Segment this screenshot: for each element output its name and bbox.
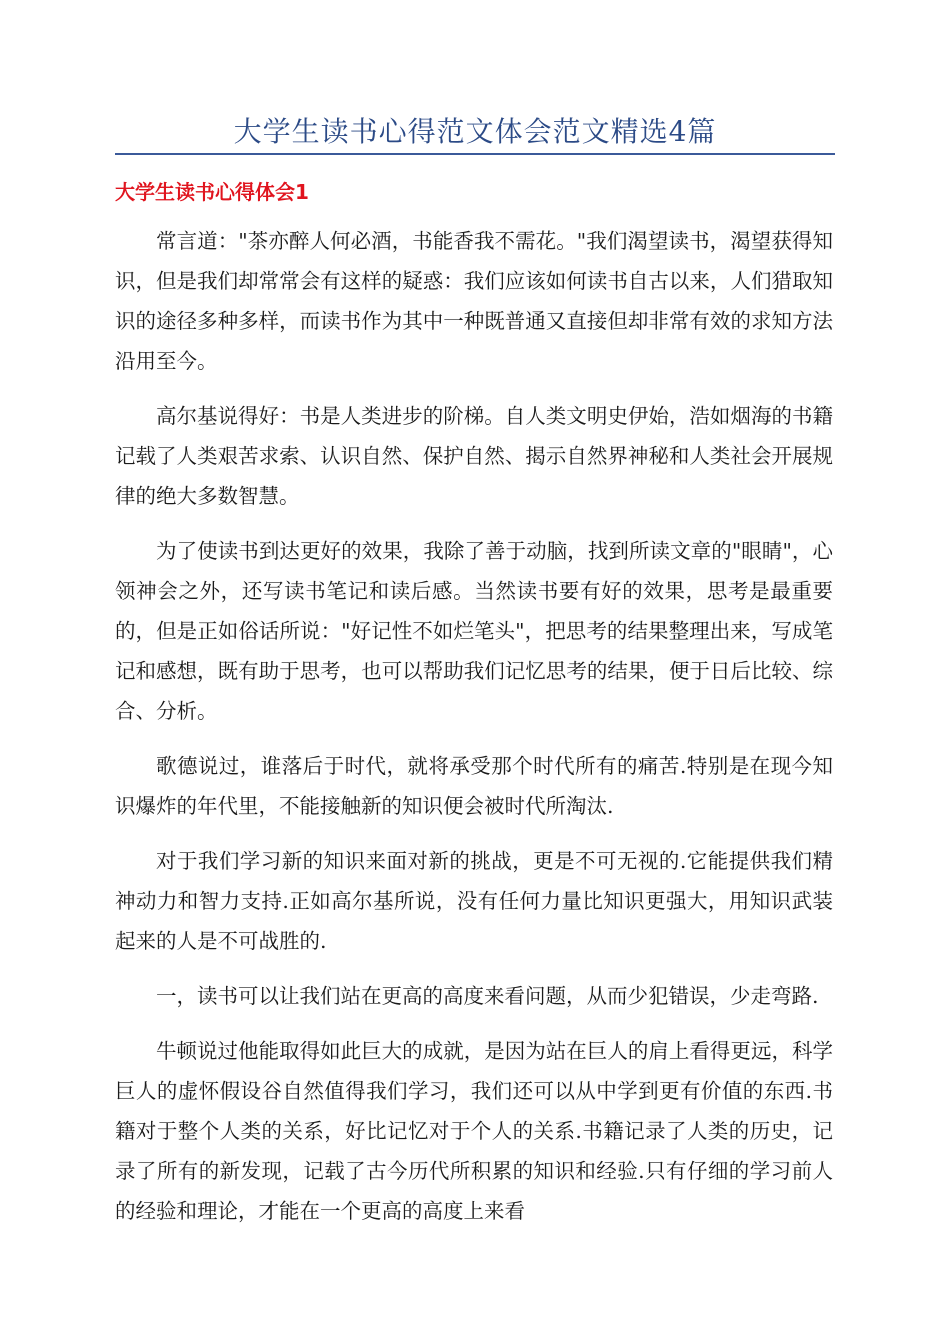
document-title: 大学生读书心得范文体会范文精选4篇: [233, 115, 717, 148]
paragraph: 牛顿说过他能取得如此巨大的成就，是因为站在巨人的肩上看得更远，科学巨人的虚怀假设谷自然值得我们学习，我们还可以从中学到更有价值的东西.书籍对于整个人类的关系，好比记忆对于个人的关系.书籍记录了人类的历史，记录了所有的新发现，记载了古今历代所积累的知识和经验.只有仔细的学习前人的经验和理论，才能在一个更高的高度上来看: [115, 1039, 833, 1223]
paragraph: 一，读书可以让我们站在更高的高度来看问题，从而少犯错误，少走弯路.: [156, 984, 819, 1008]
title-underline: [115, 153, 835, 155]
paragraph: 高尔基说得好：书是人类进步的阶梯。自人类文明史伊始，浩如烟海的书籍记载了人类艰苦求索、认识自然、保护自然、揭示自然界神秘和人类社会开展规律的绝大多数智慧。: [115, 404, 833, 508]
paragraph: 歌德说过，谁落后于时代，就将承受那个时代所有的痛苦.特别是在现今知识爆炸的年代里，不能接触新的知识便会被时代所淘汰.: [115, 754, 833, 818]
body-text: [115, 221, 833, 1246]
paragraph: 常言道："茶亦醉人何必酒，书能香我不需花。"我们渴望读书，渴望获得知识，但是我们却常常会有这样的疑惑：我们应该如何读书自古以来，人们猎取知识的途径多种多样，而读书作为其中一种既普通又直接但却非常有效的求知方法沿用至今。: [115, 229, 833, 373]
paragraph: 对于我们学习新的知识来面对新的挑战，更是不可无视的.它能提供我们精神动力和智力支持.正如高尔基所说，没有任何力量比知识更强大，用知识武装起来的人是不可战胜的.: [115, 849, 833, 953]
paragraph: 为了使读书到达更好的效果，我除了善于动脑，找到所读文章的"眼睛"，心领神会之外，还写读书笔记和读后感。当然读书要有好的效果，思考是最重要的，但是正如俗话所说："好记性不如烂笔头"，把思考的结果整理出来，写成笔记和感想，既有助于思考，也可以帮助我们记忆思考的结果，便于日后比较、综合、分析。: [115, 539, 833, 723]
section-heading: 大学生读书心得体会1: [115, 180, 309, 204]
